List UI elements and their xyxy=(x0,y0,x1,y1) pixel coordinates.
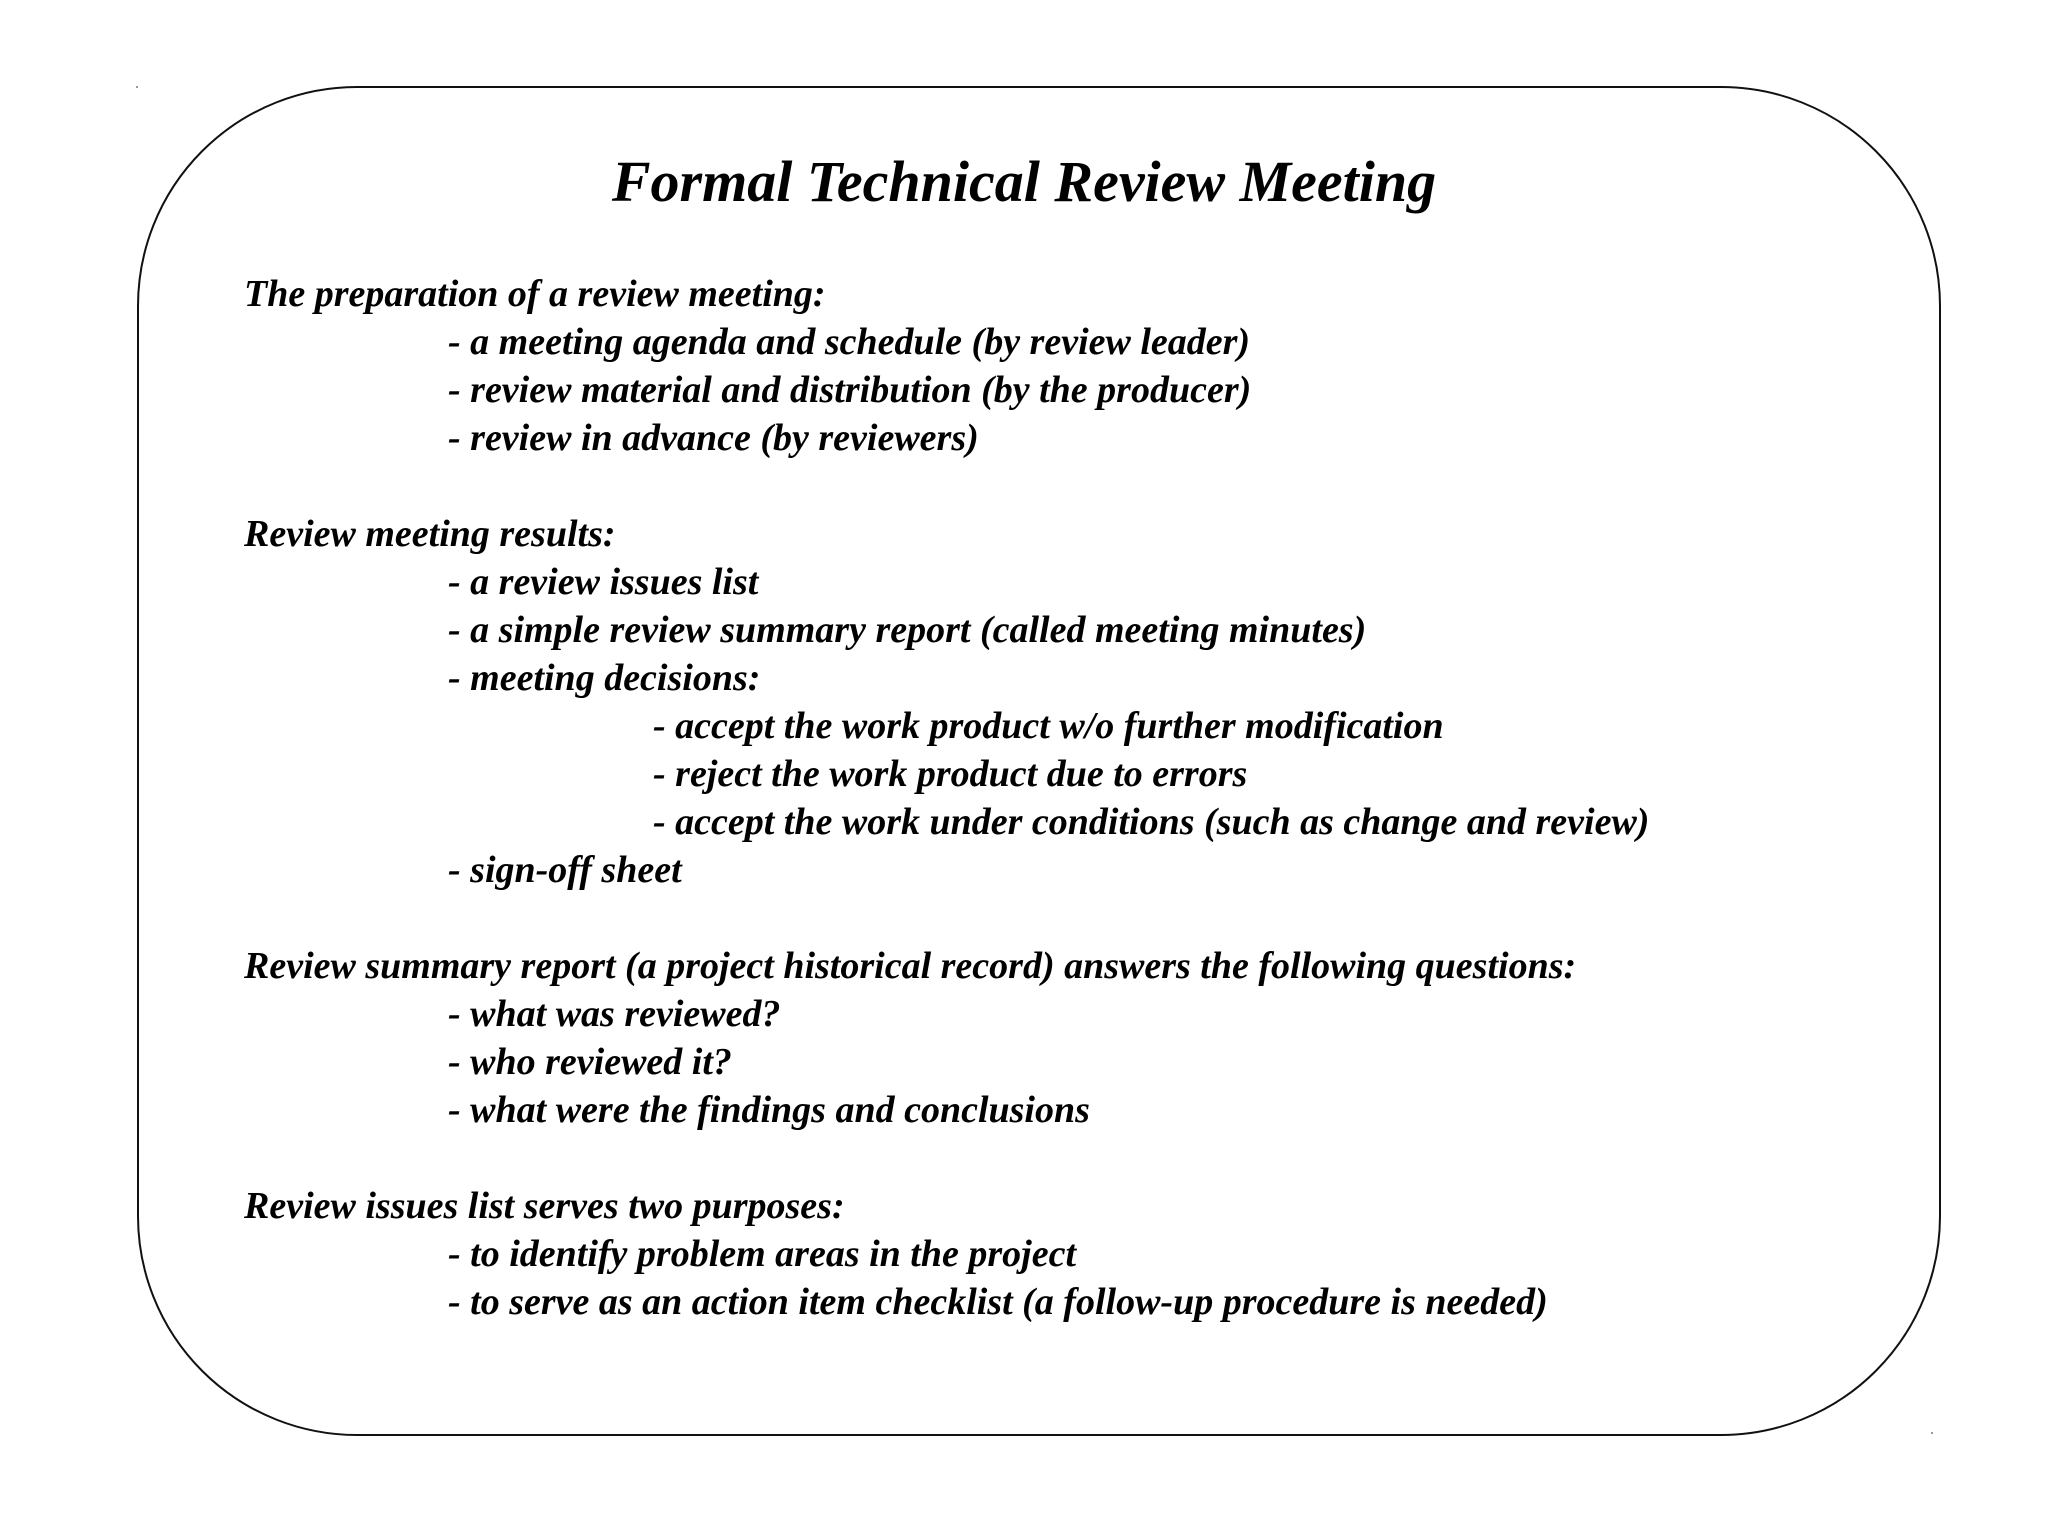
decision-item: - accept the work under conditions (such as change and review) xyxy=(653,801,1650,843)
section-heading-preparation: The preparation of a review meeting: xyxy=(244,273,826,315)
list-item: - a meeting agenda and schedule (by review leader) xyxy=(448,321,1251,363)
list-item: - what were the findings and conclusions xyxy=(448,1089,1090,1131)
scan-speck xyxy=(136,86,138,88)
list-item: - a review issues list xyxy=(448,561,759,603)
list-item: - meeting decisions: xyxy=(448,657,761,699)
list-item: - review material and distribution (by the producer) xyxy=(448,369,1252,411)
section-heading-results: Review meeting results: xyxy=(244,513,616,555)
list-item: - a simple review summary report (called meeting minutes) xyxy=(448,609,1367,651)
decision-item: - accept the work product w/o further modification xyxy=(653,705,1444,747)
list-item: - what was reviewed? xyxy=(448,993,781,1035)
section-heading-summary-report: Review summary report (a project historical record) answers the following questions: xyxy=(244,945,1577,987)
list-item: - to identify problem areas in the project xyxy=(448,1233,1077,1275)
list-item: - to serve as an action item checklist (a follow-up procedure is needed) xyxy=(448,1281,1548,1323)
slide-title: Formal Technical Review Meeting xyxy=(611,149,1437,214)
section-heading-issues-list: Review issues list serves two purposes: xyxy=(244,1185,845,1227)
decision-item: - reject the work product due to errors xyxy=(653,753,1248,795)
list-item: - sign-off sheet xyxy=(448,849,682,891)
list-item: - review in advance (by reviewers) xyxy=(448,417,979,459)
list-item: - who reviewed it? xyxy=(448,1041,732,1083)
scan-speck xyxy=(1931,1432,1933,1434)
